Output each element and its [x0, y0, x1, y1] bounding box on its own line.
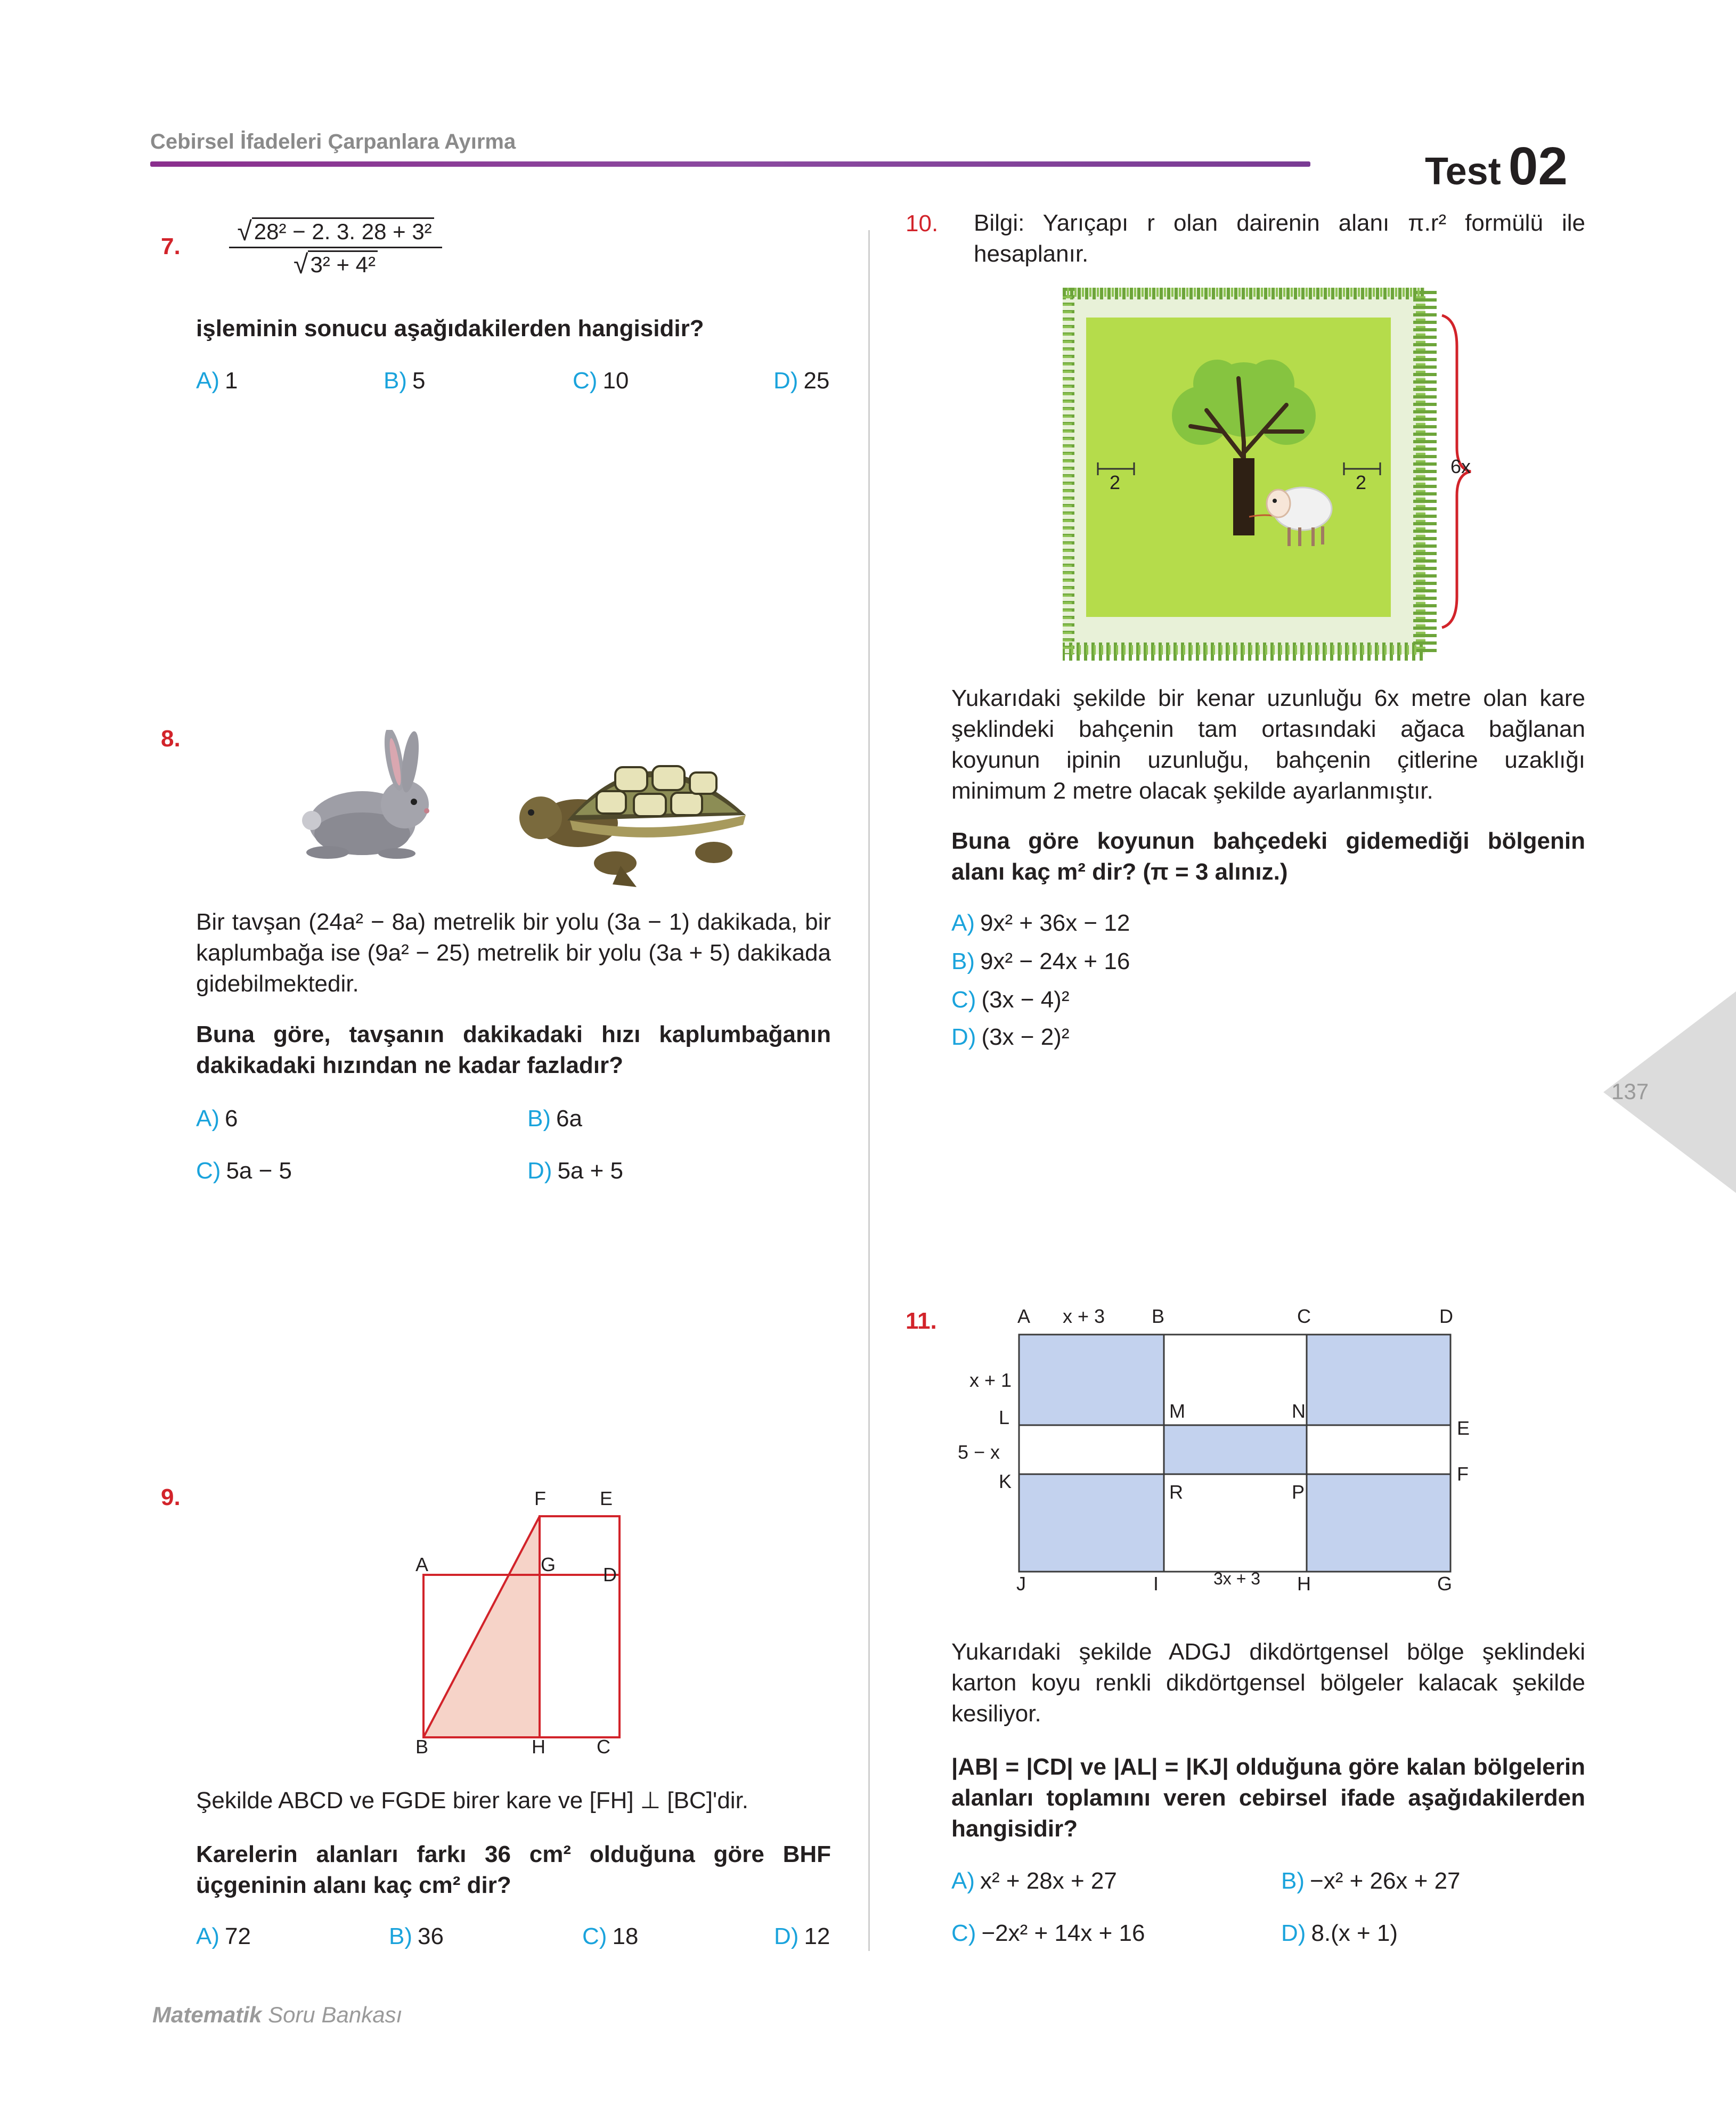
chapter-title: Cebirsel İfadeleri Çarpanlara Ayırma — [150, 130, 516, 153]
test-word: Test — [1425, 150, 1501, 193]
label-a: A — [415, 1554, 429, 1575]
q11-option-b[interactable]: B) −x² + 26x + 27 — [1281, 1868, 1461, 1894]
q10-option-b[interactable]: B) 9x² − 24x + 16 — [951, 948, 1130, 974]
tortoise-icon — [509, 735, 759, 890]
q9-option-b[interactable]: B) 36 — [389, 1923, 444, 1949]
q8-option-c[interactable]: C) 5a − 5 — [196, 1158, 292, 1184]
q7-option-d[interactable]: D) 25 — [773, 368, 830, 394]
q10-left-gap: 2 — [1110, 471, 1121, 493]
q7-denominator: 3² + 4² — [308, 250, 378, 278]
q7-option-a[interactable]: A) 1 — [196, 368, 238, 394]
header-rule — [150, 161, 1310, 167]
footer-brand: Matematik — [152, 2002, 262, 2027]
label-e: E — [600, 1487, 613, 1509]
q10-option-c[interactable]: C) (3x − 4)² — [951, 987, 1070, 1013]
label-g: G — [1437, 1573, 1453, 1595]
page-number: 137 — [1611, 1079, 1649, 1104]
q9-number: 9. — [161, 1484, 181, 1510]
fraction-bar — [229, 247, 442, 248]
label-j: J — [1016, 1573, 1026, 1595]
q11-number: 11. — [906, 1308, 937, 1334]
q9-body: Şekilde ABCD ve FGDE birer kare ve [FH] ⊥ [BC]'dir. — [196, 1787, 749, 1814]
q7-fraction — [229, 217, 442, 278]
q7-option-b[interactable]: B) 5 — [384, 368, 426, 394]
label-d: D — [1439, 1305, 1453, 1327]
q8-option-d[interactable]: D) 5a + 5 — [527, 1158, 623, 1184]
q10-number: 10. — [906, 210, 939, 237]
q10-right-gap: 2 — [1356, 471, 1367, 493]
q9-option-c[interactable]: C) 18 — [582, 1923, 639, 1949]
q7-number: 7. — [161, 233, 181, 259]
q10-figure — [1063, 288, 1489, 661]
q10-info: Bilgi: Yarıçapı r olan dairenin alanı π.r² formülü ile hesaplanır. — [974, 210, 1585, 267]
q11-diagram — [948, 1300, 1481, 1604]
label-a: A — [1017, 1305, 1031, 1327]
sqrt-icon: √ — [237, 216, 252, 246]
label-f: F — [534, 1487, 546, 1509]
q8-question: Buna göre, tavşanın dakikadaki hızı kaplumbağanın dakikadaki hızından ne kadar fazladır? — [196, 1021, 831, 1078]
label-h: H — [532, 1736, 545, 1758]
q10-option-d[interactable]: D) (3x − 2)² — [951, 1024, 1070, 1050]
dim-al: x + 1 — [969, 1369, 1012, 1391]
q11-option-a[interactable]: A) x² + 28x + 27 — [951, 1868, 1117, 1894]
q7-option-c[interactable]: C) 10 — [573, 368, 629, 394]
label-l: L — [999, 1406, 1010, 1428]
q9-figure — [405, 1486, 629, 1763]
footer-rest: Soru Bankası — [268, 2002, 403, 2027]
q8-option-a[interactable]: A) 6 — [196, 1105, 238, 1132]
footer — [152, 2002, 402, 2028]
label-k: K — [999, 1470, 1012, 1492]
column-divider — [868, 230, 870, 1951]
dim-ih: 3x + 3 — [1213, 1569, 1261, 1588]
label-h: H — [1297, 1573, 1311, 1595]
q10-question: Buna göre koyunun bahçedeki gidemediği bölgenin alanı kaç m² dir? (π = 3 alınız.) — [951, 828, 1585, 885]
label-e: E — [1457, 1417, 1470, 1439]
label-b: B — [1152, 1305, 1165, 1327]
q9-option-a[interactable]: A) 72 — [196, 1923, 251, 1949]
q11-option-c[interactable]: C) −2x² + 14x + 16 — [951, 1920, 1145, 1946]
q8-body: Bir tavşan (24a² − 8a) metrelik bir yolu (3a − 1) dakikada, bir kaplumbağa ise (9a² − 25) metrelik bir yolu (3a + 5) dakikada gidebilmektedir. — [196, 909, 831, 997]
q8-number: 8. — [161, 726, 181, 752]
label-r: R — [1169, 1481, 1183, 1503]
q11-option-d[interactable]: D) 8.(x + 1) — [1281, 1920, 1398, 1946]
q9-question: Karelerin alanları farkı 36 cm² olduğuna göre BHF üçgeninin alanı kaç cm² dir? — [196, 1841, 831, 1898]
test-label — [1425, 136, 1568, 197]
q11-figure — [948, 1300, 1481, 1604]
q8-option-b[interactable]: B) 6a — [527, 1105, 582, 1132]
label-p: P — [1292, 1481, 1305, 1503]
test-number: 02 — [1508, 136, 1568, 196]
label-d: D — [603, 1564, 617, 1585]
label-g: G — [541, 1554, 556, 1575]
q7-numerator: 28² − 2. 3. 28 + 3² — [252, 217, 434, 245]
q9-diagram — [405, 1486, 629, 1763]
q10-body: Yukarıdaki şekilde bir kenar uzunluğu 6x metre olan kare şeklindeki bahçenin tam ortasındaki ağaca bağlanan koyunun ipinin uzunluğu, bahçenin çitlerine uzaklığı minimum 2 metre olacak şekilde ayarlanmıştır. — [951, 685, 1585, 804]
label-c: C — [1297, 1305, 1311, 1327]
label-f: F — [1457, 1463, 1469, 1485]
label-b: B — [415, 1736, 429, 1758]
q9-option-d[interactable]: D) 12 — [774, 1923, 830, 1949]
sheep-icon — [1249, 474, 1340, 549]
rabbit-icon — [296, 730, 445, 863]
label-m: M — [1169, 1400, 1185, 1422]
q10-option-a[interactable]: A) 9x² + 36x − 12 — [951, 910, 1130, 936]
label-n: N — [1292, 1400, 1306, 1422]
label-c: C — [597, 1736, 610, 1758]
q11-question: |AB| = |CD| ve |AL| = |KJ| olduğuna göre kalan bölgelerin alanları toplamını veren cebirsel ifade aşağıdakilerden hangisidir? — [951, 1754, 1585, 1842]
q11-body: Yukarıdaki şekilde ADGJ dikdörtgensel bölge şeklindeki karton koyu renkli dikdörtgensel bölgeler kalacak şekilde kesiliyor. — [951, 1639, 1585, 1727]
q7-question: işleminin sonucu aşağıdakilerden hangisidir? — [196, 315, 704, 342]
q10-side-label: 6x — [1450, 456, 1471, 477]
dim-ab: x + 3 — [1063, 1305, 1105, 1327]
dim-lk: 5 − x — [958, 1441, 1000, 1463]
label-i: I — [1153, 1573, 1159, 1595]
sqrt-icon: √ — [293, 249, 308, 279]
